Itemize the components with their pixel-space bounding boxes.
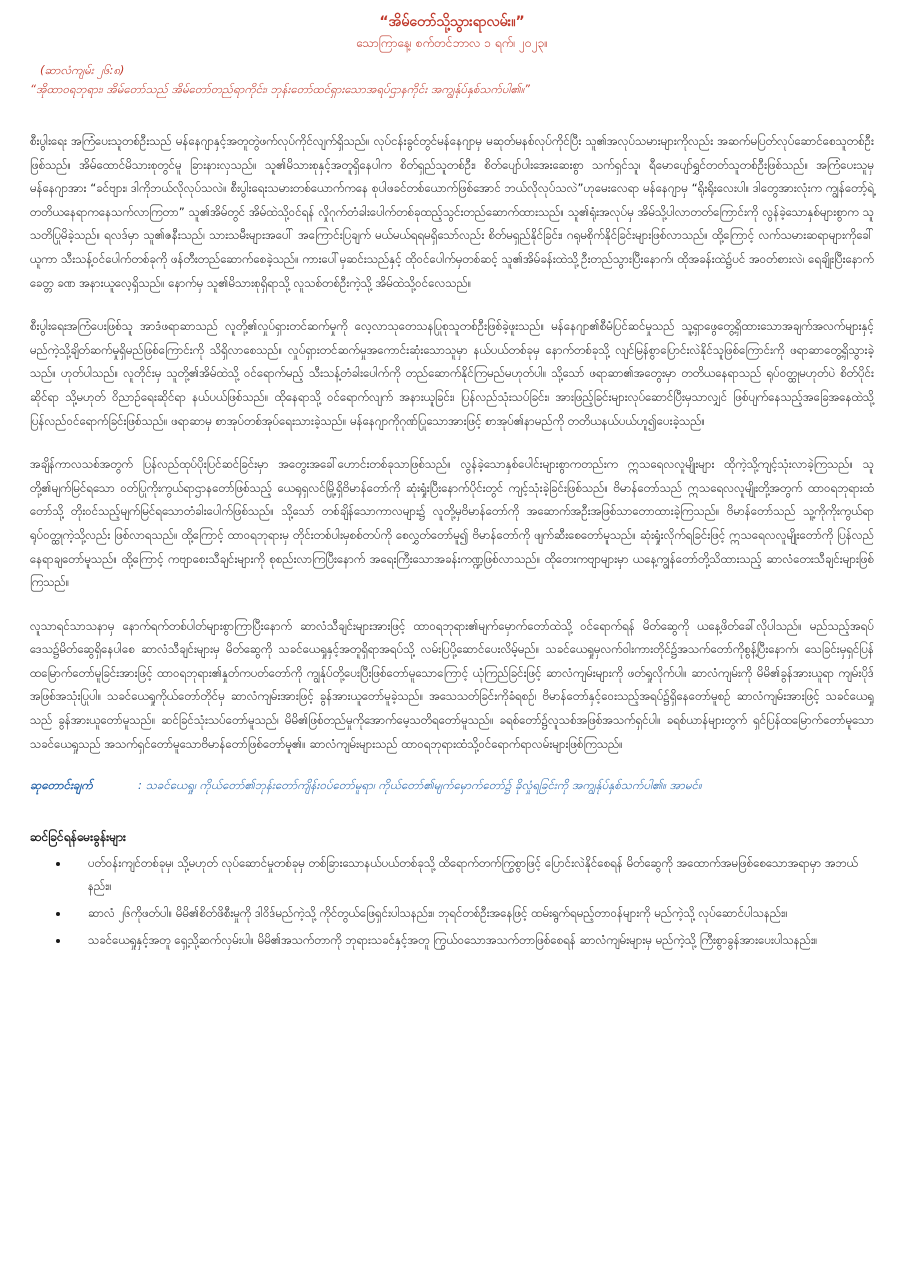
questions-heading: ဆင်ခြင်ရန်မေးခွန်းများ xyxy=(30,830,126,845)
page-title: “အိမ်တော်သို့သွားရာလမ်း။” xyxy=(379,14,525,30)
body-paragraph-1: စီးပွါးရေး အကြံပေးသူတစ်ဦးသည် မန်နေဂျာနှင့်အတူတွဲဖက်လုပ်ကိုင်လျက်ရှိသည်။ လုပ်ငန်းခွင်တွင်မန်နေဂျာမှ မဆုတ်မနစ်လုပ်ကိုင်ပြီး သူ၏အလုပ်သမားများကိုလည်း အဆက်မပြတ်လုပ်ဆောင်စေသူတစ်ဦးဖြစ်သည်။ အိမ်ထောင်မိသားစုတွင်မူ ခြားနားလှသည်။ သူ၏မိသားစုနှင့်အတူရှိနေပါက စိတ်ရှည်သူတစ်ဦး၊ စိတ်ပျော်ပါးအေးဆေးစွာ သက်ရှင်သူ၊ ရီမောပျော်ရွှင်တတ်သူတစ်ဦးဖြစ်သည်။ အကြံပေးသူမှ မန်နေဂျာအား “ခင်ဗျား၊ ဒါကိုဘယ်လိုလုပ်သလဲ။ စီးပွါးရေးသမားတစ်ယောက်ကနေ စုပါဖခင်တစ်ယောက်ဖြစ်အောင် ဘယ်လိုလုပ်သလဲ”ဟုမေးလေရာ မန်နေဂျာမှ “ရိုးရိုးလေးပါ။ ဒါတွေအားလုံးက ကျွန်တော့်ရဲ့တတိယနေရာကနေသက်လာကြတာ” သူ၏အိမ်တွင် အိမ်ထဲသို့ဝင်ရန် လှိုဂုက်တံခါးပေါက်တစ်ခုထည့်သွင်းတည်ဆောက်ထားသည်။ သူ၏ရုံးအလုပ်မှ အိမ်သို့ပါလာတတ်ကြောင်းကို လွန်ခဲ့သောနှစ်များစွာက သူသတိပြုမိခဲ့သည်။ ရလဒ်မှာ သူ၏ဇနီးသည်၊ သားသမီးများအပေါ် အကြောင်းပြချက် မယ်မယ်ရရမရှိသော်လည်း စိတ်မရှည်နိုင်ခြင်း၊ ဂရုမစိုက်နိုင်ခြင်းများဖြစ်လာသည်။ ထို့ကြောင့် လက်သမားဆရာများကိုခေါ်ယူကာ သီးသန့်ဝင်ပေါက်တစ်ခုကို ဖန်တီးတည်ဆောက်စေခဲ့သည်။ ကားပေါ်မှဆင်းသည်နှင့် ထိုဝင်ပေါက်မှတစ်ဆင့် သူ၏အိမ်ခန်းထဲသို့ဦးတည်သွားပြီးနောက်၊ ထိုအခန်းထဲ၌ပင် အဝတ်စားလဲ၊ ရေချိုးပြီးနောက် ခေတ္တ ခဏ အနားယူလေ့ရှိသည်။ နောက်မှ သူ၏မိသားစုရှိရာသို့ လူသစ်တစ်ဦးကဲ့သို့ အိမ်ထဲသို့ဝင်လေသည်။ xyxy=(30,134,874,290)
question-item: • ပတ်ဝန်းကျင်တစ်ခုမှ၊ သို့မဟုတ် လုပ်ဆောင်မှုတစ်ခုမှ တစ်ခြားသောနယ်ပယ်တစ်ခုသို့ ထိရောက်တက်ကြွစွာဖြင့် ပြောင်းလဲနိုင်စေရန် မိတ်ဆွေကို အထောက်အမဖြစ်စေသောအရာမှာ အဘယ်နည်း။ xyxy=(70,852,874,898)
page-date: သောကြာနေ့၊ စက်တင်ဘာလ ၁ ရက်၊ ၂၀၂၃။ xyxy=(356,36,548,50)
prayer-summary xyxy=(30,776,874,794)
prayer-text: : သခင်ယေရှု၊ ကိုယ်တော်၏ဘုန်းတော်ကျိန်းဝပ်တော်မူရာ၊ ကိုယ်တော်၏မျက်မှောက်တော်၌ ခိုလှုံရခြင်းကို အကျွန်ုပ်နှစ်သက်ပါ၏။ အာမင်။ xyxy=(138,778,702,793)
scripture-quote: “အိုထာဝရဘုရား၊ အိမ်တော်သည် အိမ်တော်တည်ရာကိုင်း၊ ဘုန်းတော်ထင်ရှားသောအရပ်ဌာနကိုင်း အကျွန်ုပ်နှစ်သက်ပါ၏။” xyxy=(30,82,531,96)
questions-list xyxy=(30,852,874,952)
body-paragraph-3: အချိန်ကာလသစ်အတွက် ပြန်လည်ထုပ်ပိုးပြင်ဆင်ခြင်းမှာ အတွေးအခေါ်ဟောင်းတစ်ခုသာဖြစ်သည်။ လွန်ခဲ့သောနှစ်ပေါင်းများစွာကတည်းက ဣသရေလလူမျိုးများ ထိုကဲ့သို့ကျင့်သုံးလာခဲ့ကြသည်။ သူတို့၏မျက်မြင်ရသော ဝတ်ပြုကိုးကွယ်ရာဌာနတော်ဖြစ်သည့် ယေရုရှလင်မြို့ရှိဗိမာန်တော်ကို ဆုံးရှုံးပြီးနောက်ပိုင်းတွင် ကျင့်သုံးခဲ့ခြင်းဖြစ်သည်။ ဗိမာန်တော်သည် ဣသရေလလူမျိုးတို့အတွက် ထာဝရဘုရားထံတော်သို့ တိုးဝင်သည့်မျက်မြင်ရသောတံခါးပေါက်ဖြစ်သည်။ သို့သော် တစ်ချိန်သောကာလများ၌ လူတို့မှဗိမာန်တော်ကို အဆောက်အဦးအဖြစ်သာတောထားခဲ့ကြသည်။ ဗိမာန်တော်သည် သူ့ကိုကိုးကွယ်ရာရုပ်ဝတ္ထုကဲ့သို့လည်း ဖြစ်လာရသည်။ ထို့ကြောင့် ထာဝရဘုရားမှ တိုင်းတစ်ပါးမှစစ်တပ်ကို စေလွှတ်တော်မူ၍ ဗိမာန်တော်ကို ဖျက်ဆီးစေတော်မူသည်။ ဆုံးရှုံးလိုက်ရခြင်းဖြင့် ဣသရေလလူမျိုးတော်ကို ပြန်လည်နေရာချတော်မူသည်။ ထို့ကြောင့် ကဗျာစေးသီချင်းများကို စုစည်းလာကြပြီးနောက် အရေးကြီးသောအခန်းကဏ္ဍဖြစ်လာသည်။ ထိုတေးကဗျာများမှာ ယနေ့ကျွန်တော်တို့သိထားသည့် ဆာလံတေးသီချင်းများဖြစ်ကြသည်။ xyxy=(30,457,874,590)
body-paragraph-2: စီးပွါးရေးအကြံပေးဖြစ်သူ အာဒံဖရာဆာသည် လူတို့၏လှုပ်ရှားတင်ဆက်မှုကို လေ့လာသုတေသနပြုစုသူတစ်ဦးဖြစ်ခဲ့ဖူးသည်။ မန်နေဂျာ၏စီမံပြင်ဆင်မှုသည် သူ့ရှာဖွေတွေ့ရှိထားသောအချက်အလက်များနှင့် မည်ကဲ့သို့ချိတ်ဆက်မှုရှိမည်ဖြစ်ကြောင်းကို သိရှိလာစေသည်။ လှုပ်ရှားတင်ဆက်မှုအကောင်းဆုံးသောသူမှာ နယ်ပယ်တစ်ခုမှ နောက်တစ်ခုသို့ လျင်မြန်စွာပြောင်းလဲနိုင်သူဖြစ်ကြောင်းကို ဖရာဆာတွေ့ရှိသွားခဲ့သည်။ ဟုတ်ပါသည်။ လူတိုင်းမှ သူတို့၏အိမ်ထဲသို့ ဝင်ရောက်မည့် သီးသန့်တံခါးပေါက်ကို တည်ဆောက်နိုင်ကြမည်မဟုတ်ပါ။ သို့သော် ဖရာဆာ၏အတွေးမှာ တတိယနေရာသည် ရုပ်ဝတ္ထုမဟုတ်ပဲ စိတ်ပိုင်းဆိုင်ရာ သို့မဟုတ် ဝိညာဉ်ရေးဆိုင်ရာ နယ်ပယ်ဖြစ်သည်။ ထိုနေရာသို့ ဝင်ရောက်လျက် အနားယူခြင်း၊ ပြန်လည်သုံးသပ်ခြင်း၊ အားဖြည့်ခြင်းများလုပ်ဆောင်ပြီးမှသာလျှင် ဖြစ်ပျက်နေသည့်အခြေအနေထဲသို့ ပြန်လည်ဝင်ရောက်ခြင်းဖြစ်သည်။ ဖရာဆာမှ စာအုပ်တစ်အုပ်ရေးသားခဲ့သည်။ မန်နေဂျာကိုဂုဏ်ပြုသောအားဖြင့် စာအုပ်၏နာမည်ကို တတိယနယ်ပယ်ဟူ၍ပေးခဲ့သည်။ xyxy=(30,319,874,428)
question-item: • သခင်ယေရှုနှင့်အတူ ရှေ့သို့ဆက်လှမ်းပါ။ မိမိ၏အသက်တာကို ဘုရားသခင်နှင့်အတူ ကြွယ်ဝသောအသက်တာဖြစ်စေရန် ဆာလံကျမ်းများမှ မည်ကဲ့သို့ ကြီးစွာခွန်အားပေးပါသနည်း။ xyxy=(70,929,874,952)
body-paragraph-4: လူသာရင်သာသနာမှ နောက်ရက်တစ်ပါတ်များစွာကြာပြီးနောက် ဆာလံသီချင်းများအားဖြင့် ထာဝရဘုရား၏မျက်မှောက်တော်ထဲသို့ ဝင်ရောက်ရန် မိတ်ဆွေကို ယနေ့ဖိတ်ခေါ်လိုပါသည်။ မည်သည့်အရပ်ဒေသ၌မိတ်ဆွေရှိနေပါစေ ဆာလံသီချင်းများမှ မိတ်ဆွေကို သခင်ယေရှုနှင့်အတူရှိရာအရပ်သို့ လမ်းပြပို့ဆောင်ပေးလိမ့်မည်။ သခင်ယေရှုမှလက်ဝါးကားတိုင်၌အသက်တော်ကိုစွန့်ပြီးနောက်၊ သေခြင်းမှရှင်ပြန်ထမြောက်တော်မူခြင်းအားဖြင့် ထာဝရဘုရား၏နှုတ်ကပတ်တော်ကို ကျွန်ုပ်တို့ပေးပြီးဖြစ်တော်မူသောကြောင့် ယုံကြည်ခြင်းဖြင့် ဆာလံကျမ်းများကို ဖတ်ရှုလိုက်ပါ။ ဆာလံကျမ်းကို မိမိ၏ခွန်အားယူရာ ကျမ်းပိုဒ်အဖြစ်အသုံးပြုပါ။ သခင်ယေရှုကိုယ်တော်တိုင်မှ ဆာလံကျမ်းအားဖြင့် ခွန်အားယူတော်မူခဲ့သည်။ အသေသတ်ခြင်းကိုခံရစဉ်၊ ဗိမာန်တော်နှင့်ဝေးသည့်အရပ်၌ရှိနေတော်မူစဉ် ဆာလံကျမ်းအားဖြင့် သခင်ယေရှုသည် ခွန်အားယူတော်မူသည်။ ဆင်ခြင်သုံးသပ်တော်မူသည်၊ မိမိ၏ဖြစ်တည်မှုကိုအောက်မေ့သတိရတော်မူသည်။ ခရစ်တော်၌လူသစ်အဖြစ်အသက်ရှင်ပါ။ ခရစ်ယာန်များတွက် ရှင်ပြန်ထမြောက်တော်မူသောသခင်ယေရှုသည် အသက်ရှင်တော်မူသောဗိမာန်တော်ဖြစ်တော်မူ၏။ ဆာလံကျမ်းများသည် ထာဝရဘုရားထံသို့ဝင်ရောက်ရာလမ်းများဖြစ်ကြသည်။ xyxy=(30,618,874,751)
scripture-reference: (ဆာလံကျမ်း ၂၆:၈) xyxy=(40,63,125,77)
prayer-label: ဆုတောင်းချက် xyxy=(30,778,93,793)
question-item: • ဆာလံ ၂၆ကိုဖတ်ပါ။ မိမိ၏စိတ်ဖိစီးမှုကို ဒါဝိဒ်မည်ကဲ့သို့ ကိုင်တွယ်ဖြေရှင်းပါသနည်း။ ဘုရင်တစ်ဦးအနေဖြင့် ထမ်းရွက်ရမည့်တာဝန်များကို မည်ကဲ့သို့ လုပ်ဆောင်ပါသနည်း။ xyxy=(70,902,874,925)
